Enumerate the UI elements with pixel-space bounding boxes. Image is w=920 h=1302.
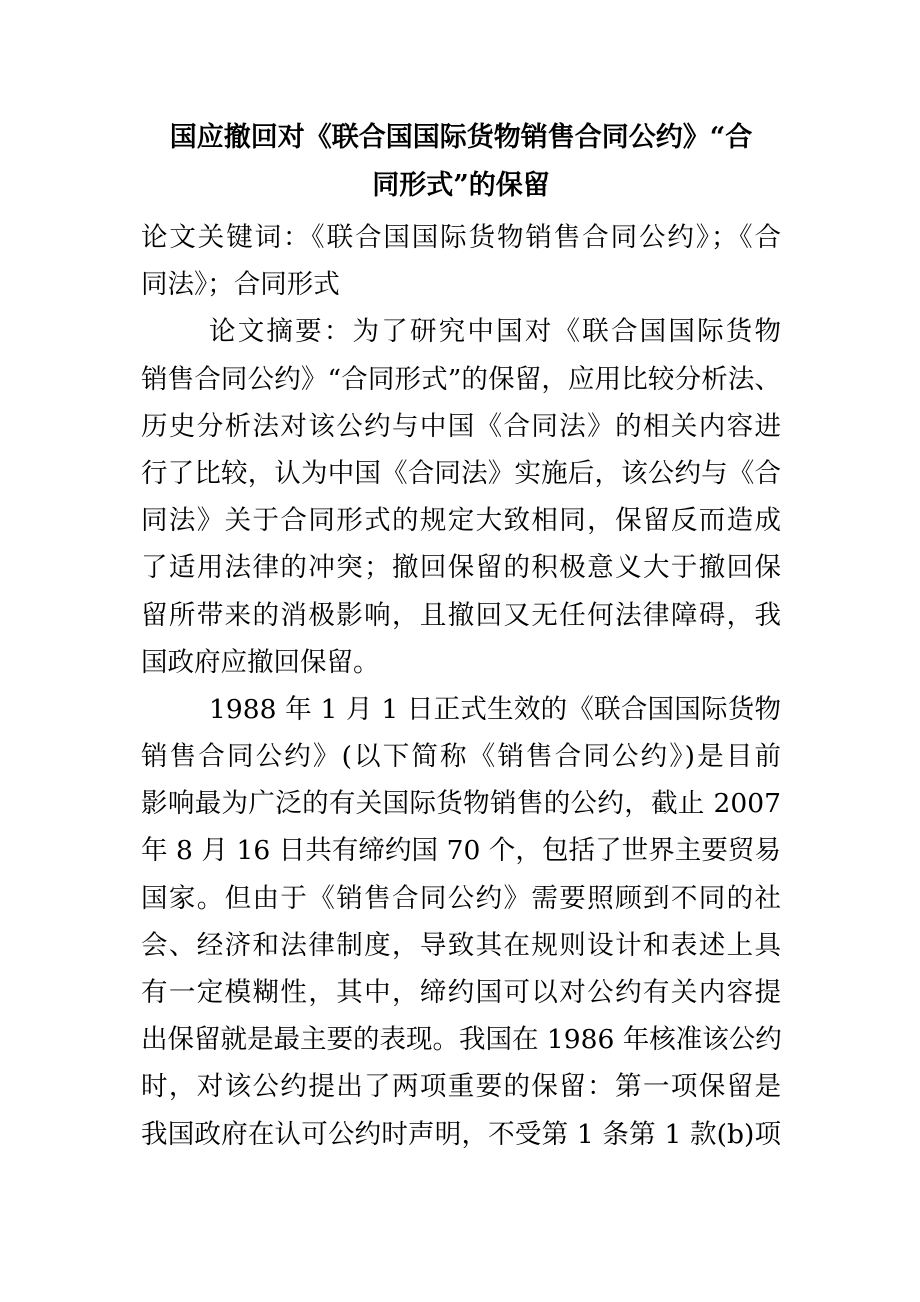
body-line: 1988 年 1 月 1 日正式生效的《联合国国际货物: [209, 693, 781, 725]
abstract-line: 销售合同公约》“合同形式”的保留，应用比较分析法、: [141, 363, 781, 395]
body-line: 有一定模糊性，其中，缔约国可以对公约有关内容提: [141, 977, 781, 1008]
body-line: 销售合同公约》(以下简称《销售合同公约》)是目前: [141, 741, 781, 773]
abstract-line: 了适用法律的冲突；撤回保留的积极意义大于撤回保: [141, 552, 781, 584]
keywords-line: 论文关键词：《联合国国际货物销售合同公约》；《合: [141, 222, 781, 253]
keywords-line: 同法》；合同形式: [141, 269, 340, 301]
abstract-paragraph: [141, 308, 781, 686]
abstract-line: 国政府应撤回保留。: [141, 646, 380, 678]
abstract-line: 论文摘要：为了研究中国对《联合国国际货物: [209, 316, 781, 348]
abstract-line: 历史分析法对该公约与中国《合同法》的相关内容进: [141, 410, 781, 442]
body-line: 我国政府在认可公约时声明，不受第 1 条第 1 款(b)项: [141, 1118, 781, 1150]
title-line: 同形式”的保留: [372, 170, 550, 201]
document-page: [141, 114, 781, 1158]
body-line: 年 8 月 16 日共有缔约国 70 个，包括了世界主要贸易: [141, 835, 781, 867]
abstract-line: 同法》关于合同形式的规定大致相同，保留反而造成: [141, 505, 781, 537]
body-line: 出保留就是最主要的表现。我国在 1986 年核准该公约: [141, 1024, 782, 1056]
abstract-line: 行了比较，认为中国《合同法》实施后，该公约与《合: [141, 457, 781, 489]
keywords-paragraph: [141, 214, 781, 308]
body-line: 影响最为广泛的有关国际货物销售的公约，截止 2007: [141, 788, 781, 820]
title-line: 国应撤回对《联合国国际货物销售合同公约》“合: [169, 122, 753, 153]
abstract-line: 留所带来的消极影响，且撤回又无任何法律障碍，我: [141, 599, 781, 631]
document-title: [141, 114, 781, 210]
body-paragraph: [141, 686, 781, 1158]
body-line: 会、经济和法律制度，导致其在规则设计和表述上具: [141, 929, 781, 961]
body-line: 时，对该公约提出了两项重要的保留：第一项保留是: [141, 1071, 781, 1103]
body-line: 国家。但由于《销售合同公约》需要照顾到不同的社: [141, 882, 781, 914]
